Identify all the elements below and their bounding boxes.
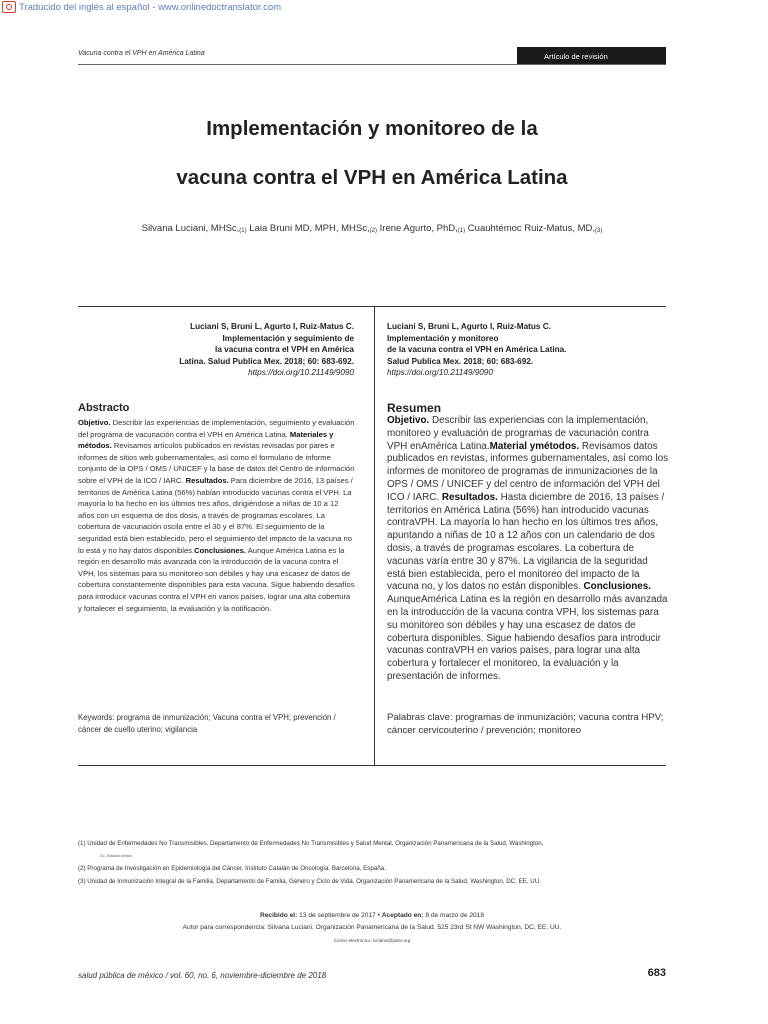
resumen-heading: Resumen	[387, 401, 442, 415]
correspondence: Autor para correspondencia: Silvana Luciani. Organización Panamericana de la Salud. 525 23rd St NW Washington, DC, EE. UU.	[182, 924, 562, 931]
doi-link[interactable]: https://doi.org/10.21149/9090	[248, 368, 354, 377]
correspondence-email[interactable]: Correo electrónico: lucianis@paho.org	[333, 938, 411, 943]
resumen-objetivo: Describir las experiencias con la implementación, monitoreo y evaluación de programas de vacunación contra VPH enAmérica Latina.	[387, 415, 649, 452]
article-title-line-1: Implementación y monitoreo de la	[206, 117, 538, 140]
article-title-line-2: vacuna contra el VPH en América Latina	[176, 166, 568, 189]
received-accepted-dates	[78, 912, 666, 919]
resumen-conclusiones: AunqueAmérica Latina es la región en desarrollo más avanzada en la introducción de la vacuna contra VPH, los sistemas para su monitoreo son débiles y hay una escasez de datos de cobertura disponibles. Sigue habiendo desafíos para introducir vacunas contraVPH en varios países, para lograr una alta cobertura y fortalecer el monitoreo, la evaluación y la presentación de informes.	[387, 594, 668, 682]
author-name: Cuauhtémoc Ruiz-Matus, MD,	[467, 223, 596, 234]
received-label: Recibido el:	[259, 912, 298, 919]
author-list	[78, 223, 666, 234]
label-resultados: Resultados.	[185, 475, 229, 485]
section-divider-bottom	[78, 765, 666, 766]
label-material: Material ymétodos.	[489, 440, 580, 452]
citation-right	[387, 321, 657, 379]
author-name: Silvana Luciani, MHSc,	[141, 223, 240, 234]
translator-logo-icon	[2, 1, 16, 13]
affiliation-1-continued: DC, Estados Unidos	[100, 854, 132, 858]
citation-authors: Luciani S, Bruni L, Agurto I, Ruiz-Matus C.	[387, 322, 551, 331]
keywords-left: Keywords: programa de inmunización; Vacuna contra el VPH; prevención / cáncer de cuello uterino; vigilancia	[78, 713, 336, 734]
label-conclusiones: Conclusiones.	[583, 581, 652, 593]
abstract-materiales: Revisamos artículos publicados en revistas revisadas por pares e informes de sitios web gubernamentales, así como el formulario de informe conjunto de la OPS / OMS / UNICEF y la base de datos del Centro de información sobre el VPH de la ICO / IARC.	[78, 441, 355, 485]
author-affiliation: (3)	[595, 228, 603, 234]
label-materiales: Materiales y métodos.	[78, 429, 334, 451]
label-objetivo: Objetivo.	[78, 418, 111, 427]
resumen-body	[387, 415, 669, 684]
author-name: Irene Agurto, PhD,	[379, 223, 458, 234]
resumen-material: Revisamos datos publicados en revistas, informes gubernamentales, así como los informes de monitoreo de programas de inmunizaciones de la OPS / OMS / UNICEF y del centro de información del VPH del ICO / IARC.	[387, 440, 669, 503]
author-affiliation: (2)	[369, 228, 377, 234]
received-date: 13 de septiembre de 2017 •	[297, 912, 382, 919]
label-resultados: Resultados.	[441, 491, 498, 503]
citation-title: Implementación y seguimiento de	[222, 333, 354, 343]
abstract-resultados: Para diciembre de 2016, 13 países / territorios de América Latina (56%) habían introducido vacunas contra el VPH. La mayoría lo ha hecho en los últimos tres años, dirigiéndose a niñas de 10 a 12 años con un esquema de dos dosis, a través de programas escolares. La cobertura de vacunación oscila entre el 30 y el 87%. El seguimiento de la seguridad está bien establecido, pero el seguimiento del impacto de la vacuna no lo está y no hay datos disponibles.	[78, 475, 353, 555]
journal-footer: salud pública de méxico / vol. 60, no. 6, noviembre-diciembre de 2018	[78, 971, 327, 980]
citation-authors: Luciani S, Bruni L, Agurto I, Ruiz-Matus C.	[190, 322, 354, 331]
author-affiliation: (1)	[457, 228, 466, 234]
citation-left	[98, 321, 354, 379]
label-conclusiones: Conclusiones.	[194, 545, 246, 555]
translator-link[interactable]: Traducido del inglés al español - www.onlinedoctranslator.com	[19, 1, 282, 13]
label-objetivo: Objetivo.	[387, 415, 430, 426]
page-number: 683	[647, 967, 666, 979]
affiliation-1: (1) Unidad de Enfermedades No Transmisibles, Departamento de Enfermedades No Transmisibles y Salud Mental, Organización Panamericana de la Salud, Washington,	[78, 840, 544, 847]
affiliation-3: (3) Unidad de Inmunización Integral de la Familia, Departamento de Familia, Género y Ciclo de Vida, Organización Panamericana de la Salud, Washington, DC, EE. UU.	[78, 878, 541, 885]
running-title: Vacuna contra el VPH en América Latina	[78, 50, 205, 57]
abstract-body	[78, 417, 356, 614]
keywords-right: Palabras clave: programas de inmunización; vacuna contra HPV; cáncer cervicouterino / prevención; monitoreo	[387, 712, 664, 736]
resumen-resultados: Hasta diciembre de 2016, 13 países / territorios en América Latina (56%) han introducido vacunas contraVPH. La mayoría lo han hecho en los últimos tres años, apuntando a niñas de 10 a 12 años con un calendario de dos dosis, a través de programas escolares. La cobertura de vacunas varía entre 30 y 87%. La vigilancia de la seguridad está bien establecida, pero el monitoreo del impacto de la vacuna no, y los datos no están disponibles.	[387, 491, 665, 593]
citation-title: Latina. Salud Publica Mex. 2018; 60: 683-692.	[179, 356, 354, 366]
abstract-objetivo: Describir las experiencias de implementación, seguimiento y evaluación del programa de vacunación contra el VPH en América Latina.	[78, 418, 355, 439]
accepted-label: Aceptado en:	[381, 912, 424, 919]
doi-link[interactable]: https://doi.org/10.21149/9090	[387, 368, 493, 377]
translator-banner	[0, 0, 281, 14]
author-affiliation: (1)	[239, 228, 247, 234]
section-divider-top	[78, 306, 666, 307]
article-type-badge: Artículo de revisión	[517, 47, 666, 65]
citation-title: de la vacuna contra el VPH en América Latina.	[387, 345, 567, 354]
abstract-conclusiones: Aunque América Latina es la región en desarrollo más avanzada con la introducción de la vacuna contra el VPH, los sistemas para su monitoreo son débiles y hay una escasez de datos de cobertura constantemente disponibles para esta vacuna. Sigue habiendo desafíos para introducir vacunas contra el VPH en varios países, lograr una alta cobertura y fortalecer el seguimiento, la evaluación y la notificación.	[78, 545, 355, 613]
header-divider	[78, 64, 666, 65]
column-divider	[374, 306, 375, 766]
abstract-heading: Abstracto	[78, 402, 130, 414]
author-name: Laia Bruni MD, MPH, MHSc,	[249, 223, 370, 234]
citation-title: Implementación y monitoreo	[387, 333, 499, 343]
accepted-date: 8 de marzo de 2018	[423, 912, 485, 919]
affiliation-2: (2) Programa de Investigación en Epidemiología del Cáncer, Instituto Catalán de Oncología. Barcelona, España.	[78, 865, 386, 872]
citation-title: la vacuna contra el VPH en América	[215, 345, 354, 354]
citation-title: Salud Publica Mex. 2018; 60: 683-692.	[387, 356, 534, 366]
